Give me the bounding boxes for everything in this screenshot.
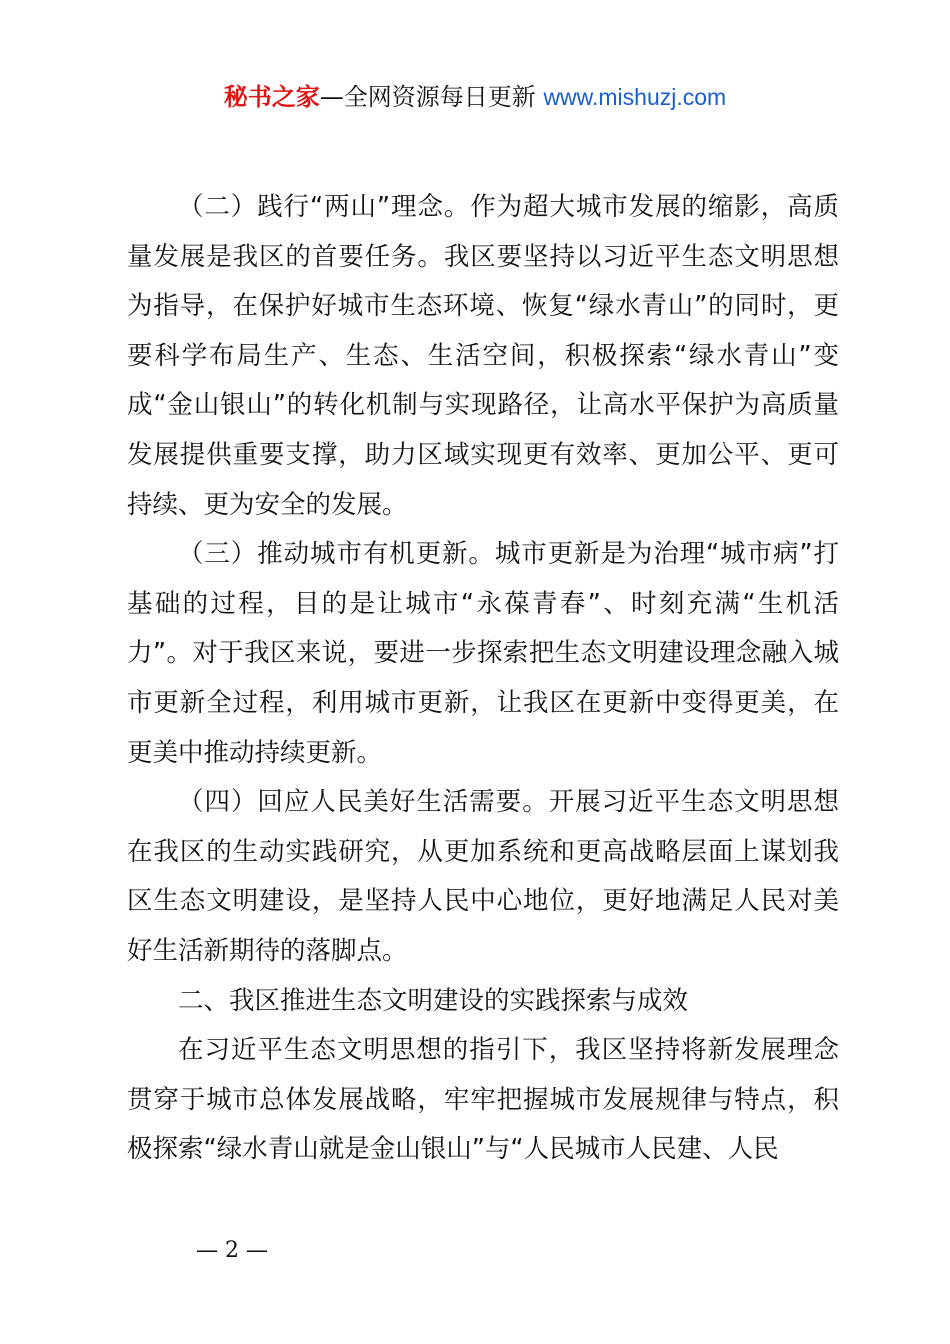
section-heading: 二、我区推进生态文明建设的实践探索与成效 xyxy=(178,985,689,1016)
header-tagline: —全网资源每日更新 xyxy=(319,83,544,111)
paragraph-section-2: （二）践行“两山”理念。作为超大城市发展的缩影，高质量发展是我区的首要任务。我区要坚持以习近平生态文明思想为指导，在保护好城市生态环境、恢复“绿水青山”的同时，更要科学布局生产、生态、生活空间，积极探索“绿水青山”变成“金山银山”的转化机制与实现路径，让高水平保护为高质量发展提供重要支撑，助力区域实现更有效率、更加公平、更可持续、更为安全的发展。 xyxy=(127,192,839,520)
brand-name: 秘书之家 xyxy=(223,83,320,111)
paragraph-body: 在习近平生态文明思想的指引下，我区坚持将新发展理念贯穿于城市总体发展战略，牢牢把握城市发展规律与特点，积极探索“绿水青山就是金山银山”与“人民城市人民建、人民 xyxy=(127,1035,839,1165)
document-body xyxy=(127,183,839,1175)
page-header xyxy=(0,80,950,114)
paragraph-section-3: （三）推动城市有机更新。城市更新是为治理“城市病”打基础的过程，目的是让城市“永葆青春”、时刻充满“生机活力”。对于我区来说，要进一步探索把生态文明建设理念融入城市更新全过程，利用城市更新，让我区在更新中变得更美，在更美中推动持续更新。 xyxy=(127,539,839,768)
site-url-link[interactable]: www.mishuzj.com xyxy=(543,84,727,110)
page-number: — 2 — xyxy=(196,1238,268,1263)
paragraph-section-4: （四）回应人民美好生活需要。开展习近平生态文明思想在我区的生动实践研究，从更加系统和更高战略层面上谋划我区生态文明建设，是坚持人民中心地位，更好地满足人民对美好生活新期待的落脚点。 xyxy=(127,787,839,966)
